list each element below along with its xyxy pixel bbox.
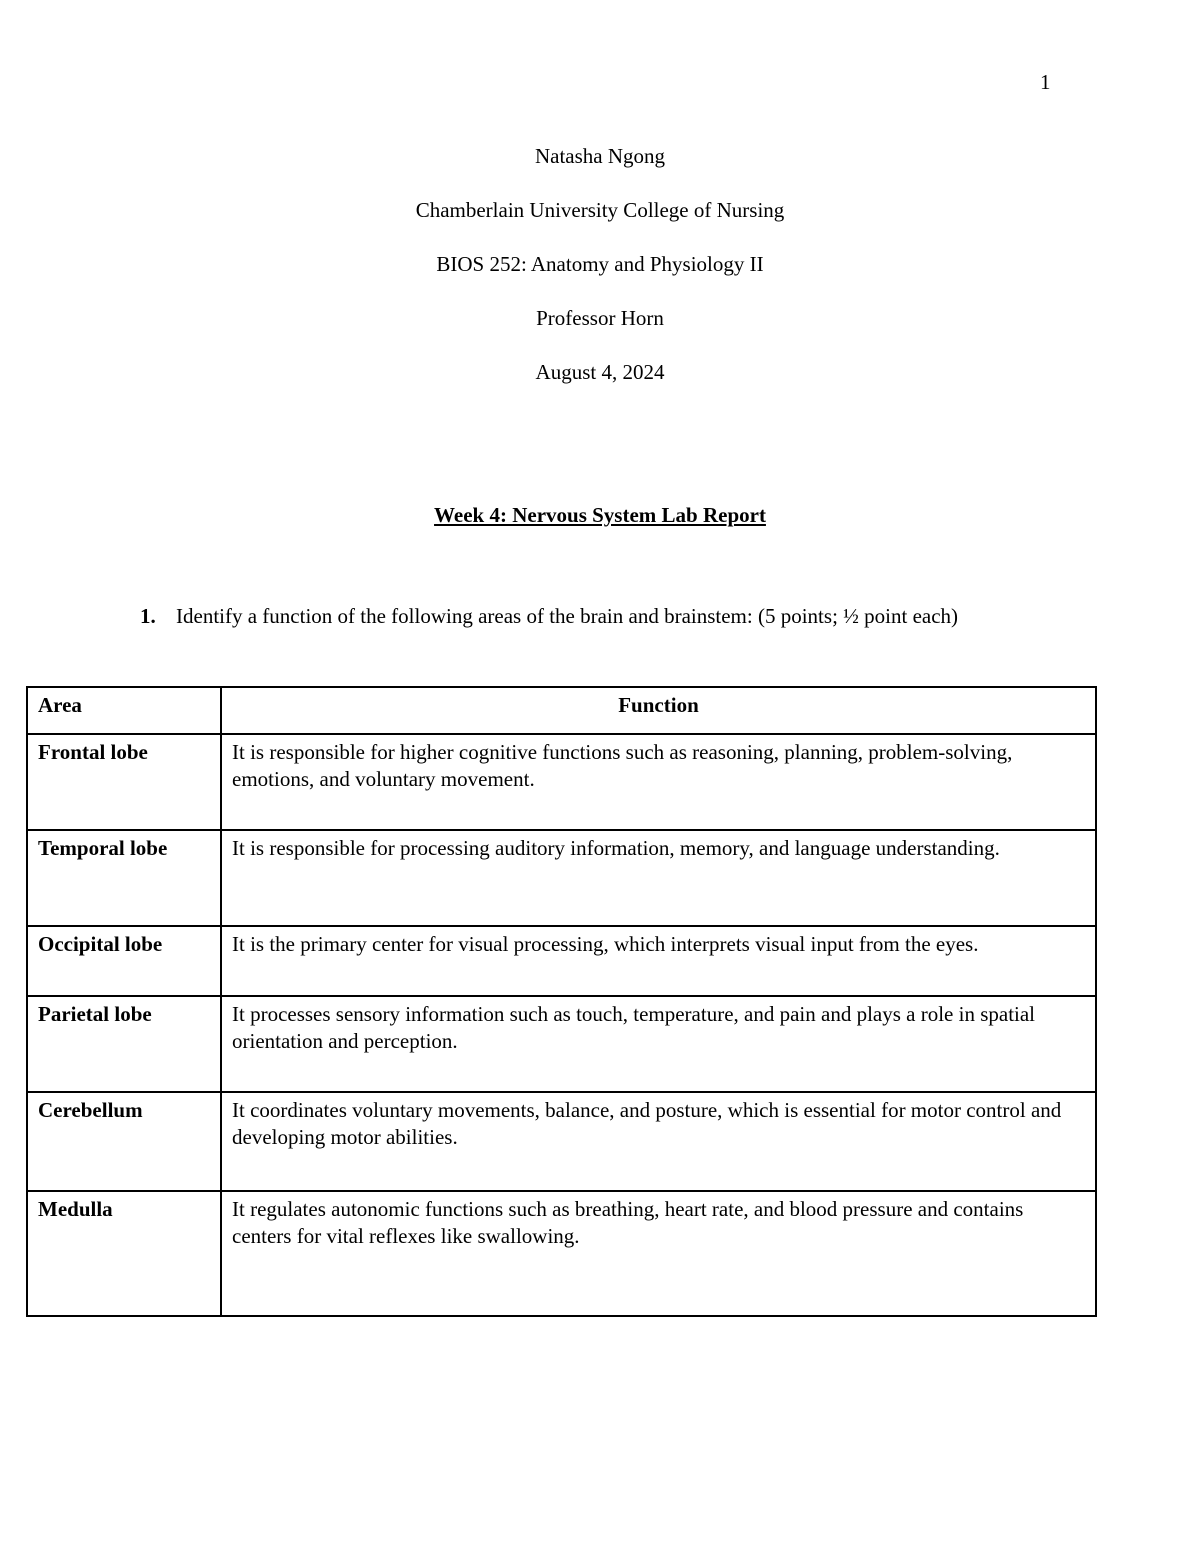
function-cell: It processes sensory information such as touch, temperature, and pain and plays a role in spatial orientation and perception.: [221, 996, 1096, 1092]
function-cell: It coordinates voluntary movements, balance, and posture, which is essential for motor control and developing motor abilities.: [221, 1092, 1096, 1191]
area-cell: Cerebellum: [27, 1092, 221, 1191]
brain-areas-table: [26, 686, 1097, 1317]
title-page-block: [0, 141, 1200, 411]
page-number: 1: [1040, 70, 1051, 94]
table-row: [27, 926, 1096, 996]
area-column-header: Area: [27, 687, 221, 734]
institution-name: Chamberlain University College of Nursing: [415, 198, 785, 222]
author-name: Natasha Ngong: [534, 144, 666, 168]
table-row: [27, 996, 1096, 1092]
area-cell: Medulla: [27, 1191, 221, 1316]
area-cell: Temporal lobe: [27, 830, 221, 926]
function-cell: It is the primary center for visual processing, which interprets visual input from the eyes.: [221, 926, 1096, 996]
question-1: [140, 604, 958, 629]
report-date: August 4, 2024: [535, 360, 665, 384]
area-cell: Occipital lobe: [27, 926, 221, 996]
table-row: [27, 1092, 1096, 1191]
area-cell: Frontal lobe: [27, 734, 221, 830]
function-cell: It is responsible for processing auditory information, memory, and language understanding.: [221, 830, 1096, 926]
table-row: [27, 830, 1096, 926]
area-cell: Parietal lobe: [27, 996, 221, 1092]
function-column-header: Function: [221, 687, 1096, 734]
function-cell: It is responsible for higher cognitive functions such as reasoning, planning, problem-solving, emotions, and voluntary movement.: [221, 734, 1096, 830]
table-row: [27, 1191, 1096, 1316]
table-row: [27, 734, 1096, 830]
professor-name: Professor Horn: [536, 306, 664, 330]
function-cell: It regulates autonomic functions such as breathing, heart rate, and blood pressure and contains centers for vital reflexes like swallowing.: [221, 1191, 1096, 1316]
table-header-row: [27, 687, 1096, 734]
question-number: 1.: [140, 604, 156, 628]
course-name: BIOS 252: Anatomy and Physiology II: [436, 252, 764, 276]
report-title: [0, 503, 1200, 528]
question-text: Identify a function of the following areas of the brain and brainstem: (5 points; ½ point each): [176, 604, 959, 628]
report-title-text: Week 4: Nervous System Lab Report: [434, 503, 766, 527]
